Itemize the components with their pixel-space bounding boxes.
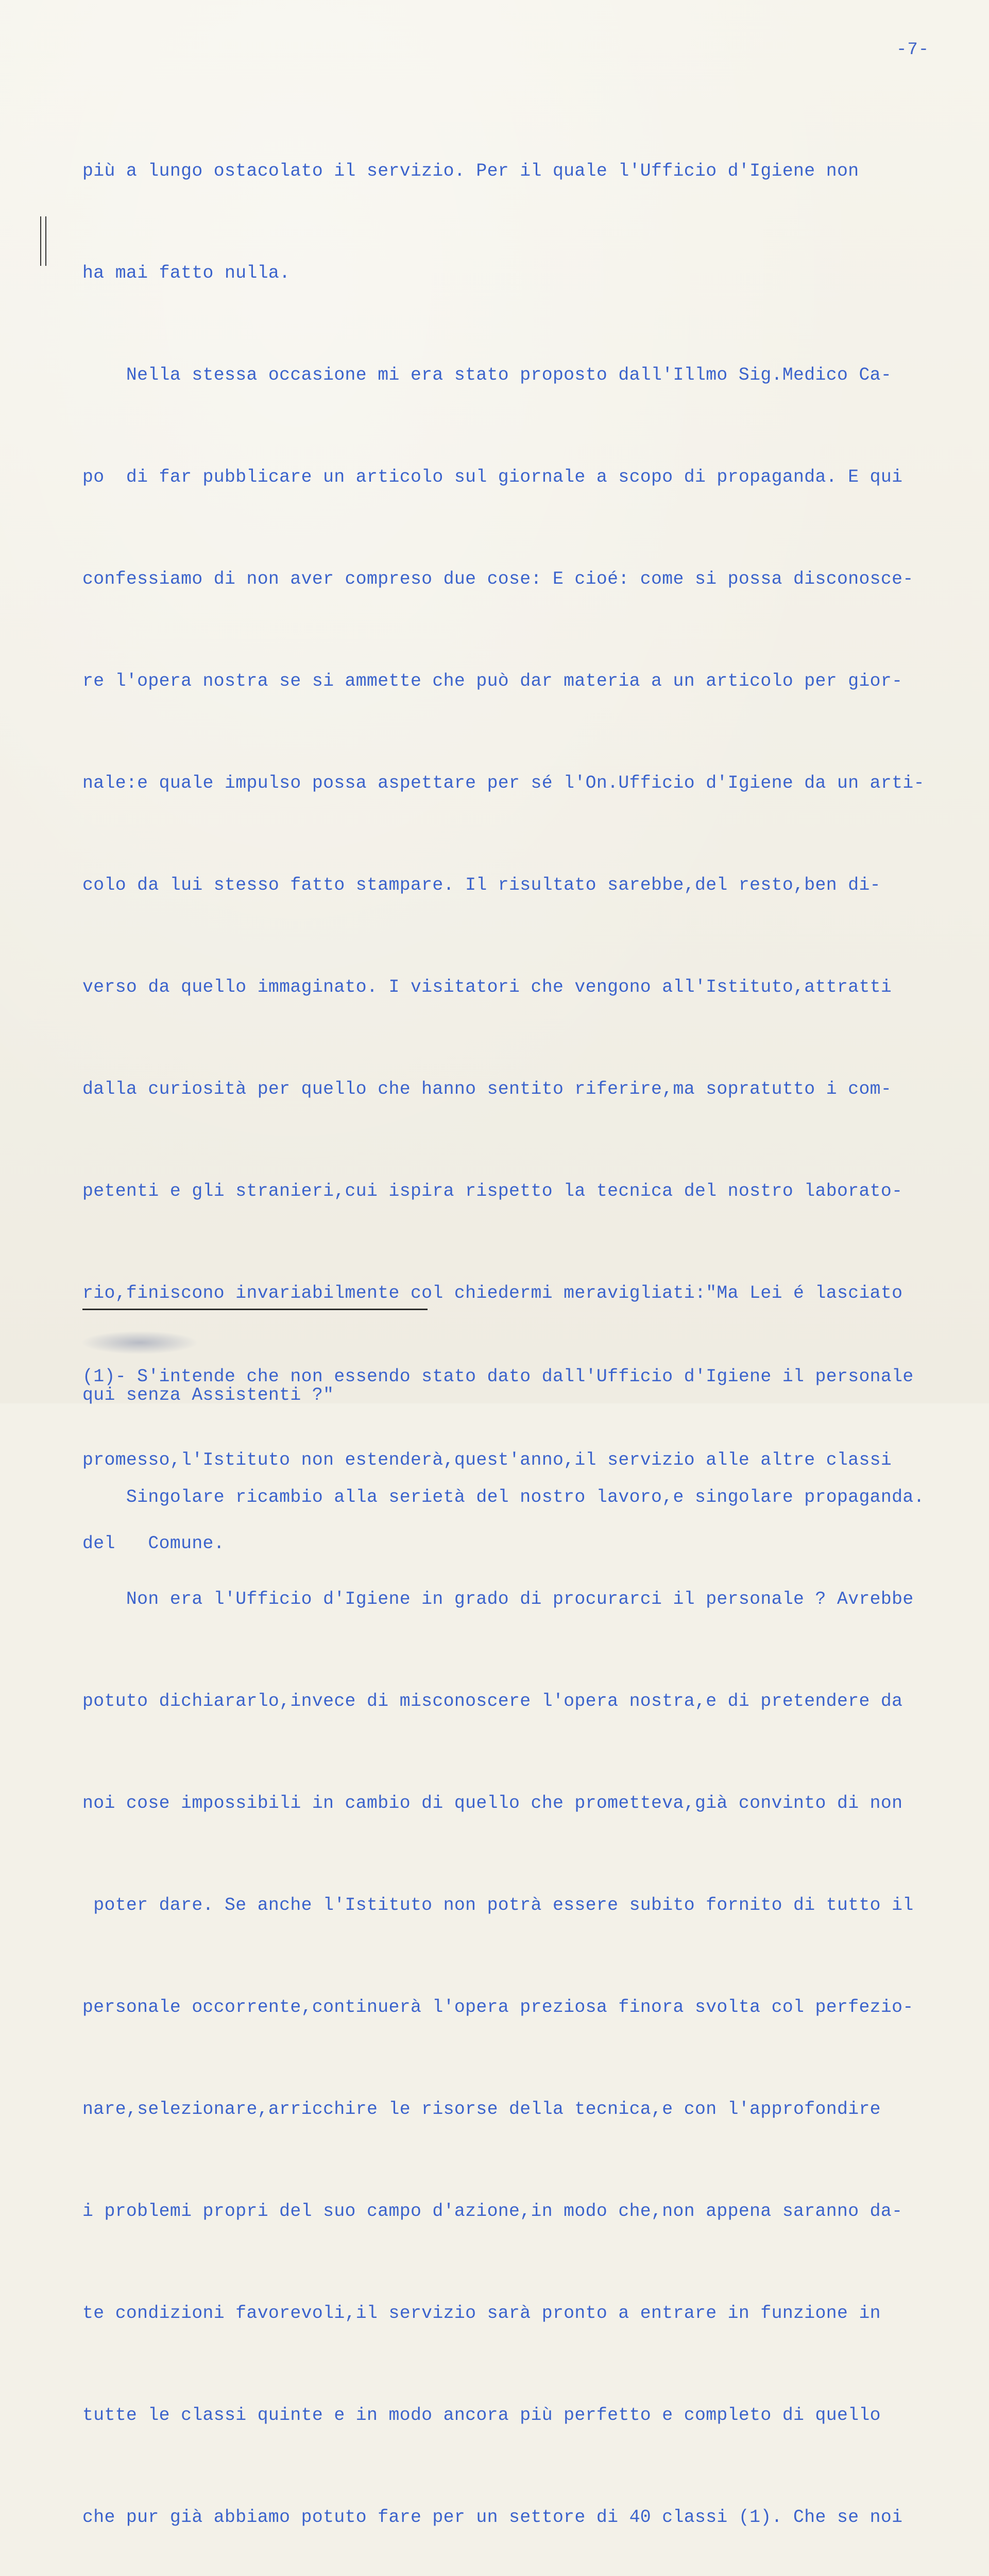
page-number: -7- bbox=[896, 40, 930, 60]
text-line: noi cose impossibili in cambio di quello che prometteva,già convinto di non bbox=[82, 1793, 903, 1814]
text-line: qui senza Assistenti ?" bbox=[82, 1385, 334, 1405]
text-line: più a lungo ostacolato il servizio. Per il quale l'Ufficio d'Igiene non bbox=[82, 161, 859, 181]
text-line: che pur già abbiamo potuto fare per un settore di 40 classi (1). Che se noi bbox=[82, 2507, 903, 2528]
text-line: tutte le classi quinte e in modo ancora più perfetto e completo di quello bbox=[82, 2405, 881, 2426]
text-line: re l'opera nostra se si ammette che può dar materia a un articolo per gior- bbox=[82, 671, 903, 691]
text-line: personale occorrente,continuerà l'opera preziosa finora svolta col perfezio- bbox=[82, 1997, 914, 2018]
text-line: Non era l'Ufficio d'Igiene in grado di procurarci il personale ? Avrebbe bbox=[82, 1589, 914, 1609]
text-line: petenti e gli stranieri,cui ispira rispetto la tecnica del nostro laborato- bbox=[82, 1181, 903, 1201]
text-line: Singolare ricambio alla serietà del nostro lavoro,e singolare propaganda. bbox=[82, 1487, 925, 1507]
footnote bbox=[82, 1308, 979, 1614]
text-line: verso da quello immaginato. I visitatori che vengono all'Istituto,attratti bbox=[82, 977, 892, 997]
text-line: dalla curiosità per quello che hanno sentito riferire,ma sopratutto i com- bbox=[82, 1079, 892, 1099]
text-line: rio,finiscono invariabilmente col chiedermi meravigliati:"Ma Lei é lasciato bbox=[82, 1283, 903, 1303]
text-line: potuto dichiararlo,invece di misconoscere l'opera nostra,e di pretendere da bbox=[82, 1691, 903, 1711]
text-line: Nella stessa occasione mi era stato proposto dall'Illmo Sig.Medico Ca- bbox=[82, 365, 892, 385]
text-line: i problemi propri del suo campo d'azione,in modo che,non appena saranno da- bbox=[82, 2201, 903, 2222]
footnote-line: (1)- S'intende che non essendo stato dato dall'Ufficio d'Igiene il personale bbox=[82, 1367, 914, 1387]
margin-line bbox=[40, 216, 41, 266]
text-line: te condizioni favorevoli,il servizio sarà pronto a entrare in funzione in bbox=[82, 2303, 881, 2324]
margin-double-line-mark bbox=[39, 216, 48, 266]
text-line: nare,selezionare,arricchire le risorse della tecnica,e con l'approfondire bbox=[82, 2099, 881, 2120]
text-line: nale:e quale impulso possa aspettare per sé l'On.Ufficio d'Igiene da un arti- bbox=[82, 773, 925, 793]
footnote-line: promesso,l'Istituto non estenderà,quest'anno,il servizio alle altre classi bbox=[82, 1450, 892, 1470]
text-line: confessiamo di non aver compreso due cose: E cioé: come si possa disconosce- bbox=[82, 569, 914, 589]
margin-line bbox=[45, 216, 46, 266]
footnote-line: del Comune. bbox=[82, 1534, 225, 1554]
text-line: poter dare. Se anche l'Istituto non potrà essere subito fornito di tutto il bbox=[82, 1895, 914, 1916]
text-line: po di far pubblicare un articolo sul giornale a scopo di propaganda. E qui bbox=[82, 467, 903, 487]
text-line: ha mai fatto nulla. bbox=[82, 263, 291, 283]
text-line: colo da lui stesso fatto stampare. Il risultato sarebbe,del resto,ben di- bbox=[82, 875, 881, 895]
